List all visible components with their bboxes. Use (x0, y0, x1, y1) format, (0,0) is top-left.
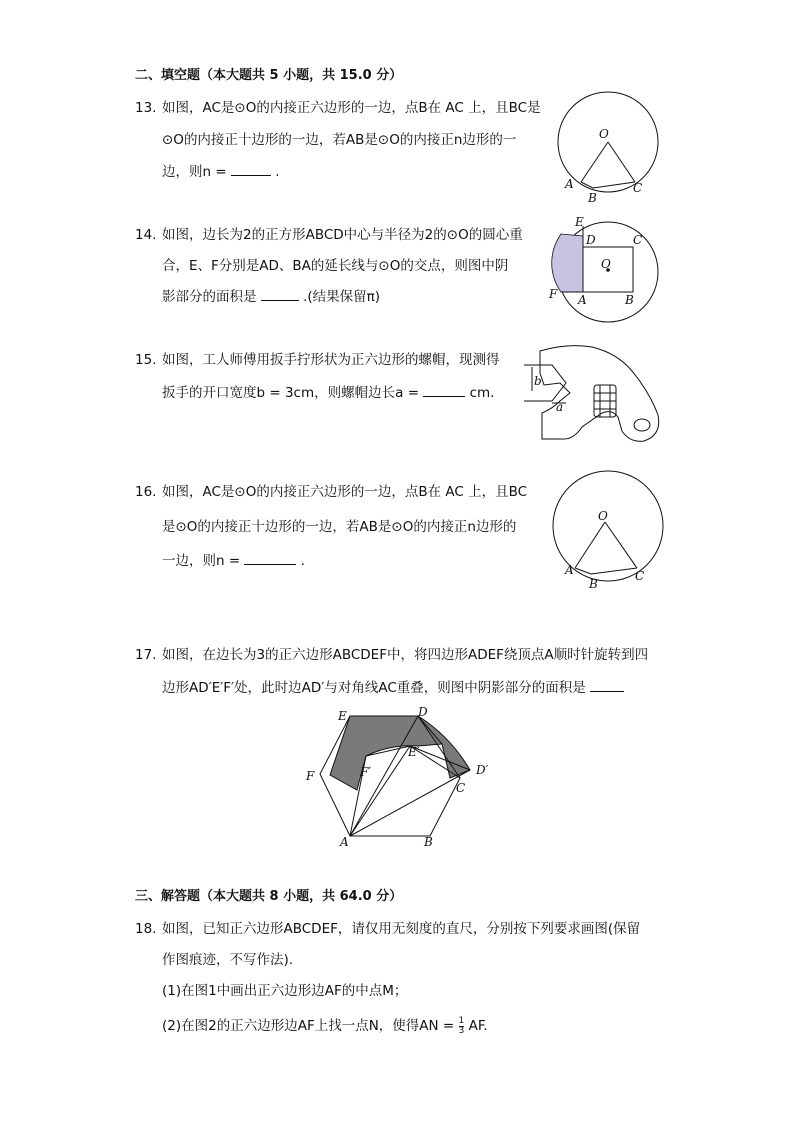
answer-blank[interactable] (423, 382, 465, 397)
question-text-line (162, 382, 494, 403)
fraction (459, 1017, 465, 1036)
question-text-line: 如图，AC是⊙O的内接正六边形的一边，点B在 AC 上，且BC (162, 484, 528, 500)
question-text-line: 作图痕迹，不写作法). (162, 952, 294, 968)
q16-circle-figure (553, 470, 668, 595)
question-text-line: 如图，AC是⊙O的内接正六边形的一边，点B在 AC 上，且BC是 (162, 100, 541, 116)
question-text-line (162, 286, 380, 307)
label-A: A (340, 835, 349, 849)
question-text-line: 如图，在边长为3的正六边形ABCDEF中，将四边形ADEF绕顶点A顺时针旋转到四 (162, 647, 649, 663)
label-O: O (599, 127, 609, 141)
answer-blank[interactable] (231, 161, 271, 176)
sub-question-2 (162, 1016, 488, 1036)
fraction-numerator: 1 (458, 1015, 465, 1026)
answer-blank[interactable] (590, 677, 624, 692)
label-C: C (456, 781, 466, 795)
question-text-line (162, 161, 280, 182)
label-D: D (586, 233, 596, 247)
label-F: F (306, 769, 315, 783)
question-number: 13. (135, 100, 157, 116)
question-text: cm. (469, 385, 495, 401)
question-text-line: 如图，已知正六边形ABCDEF，请仅用无刻度的直尺，分别按下列要求画图(保留 (162, 921, 641, 937)
section-2-title: 二、填空题（本大题共 5 小题，共 15.0 分） (135, 68, 403, 83)
question-number: 16. (135, 484, 157, 500)
question-text-line (162, 677, 624, 698)
q15-wrench-figure (522, 343, 662, 443)
label-E: E (338, 709, 347, 723)
label-A: A (578, 293, 587, 307)
label-E: E (575, 215, 584, 229)
question-number: 15. (135, 352, 157, 368)
label-O: O (601, 257, 611, 271)
question-text: . (300, 553, 306, 569)
question-text-line: 如图，边长为2的正方形ABCD中心与半径为2的⊙O的圆心重 (162, 227, 523, 243)
question-text: AF. (468, 1018, 488, 1034)
label-B: B (588, 191, 597, 205)
question-text: (2)在图2的正六边形边AF上找一点N，使得AN = (162, 1018, 455, 1034)
question-text: 影部分的面积是 (162, 289, 257, 305)
question-text: 边，则n = (162, 164, 227, 180)
label-b: b (534, 374, 542, 388)
label-O: O (598, 509, 608, 523)
question-text: .(结果保留π) (303, 289, 381, 305)
question-number: 18. (135, 921, 157, 937)
label-B: B (625, 293, 634, 307)
label-F-prime: F′ (360, 765, 372, 779)
question-text-line (162, 550, 305, 571)
label-C: C (633, 181, 643, 195)
question-text: 边形AD′E′F′处，此时边AD′与对角线AC重叠，则图中阴影部分的面积是 (162, 680, 586, 696)
label-D-prime: D′ (476, 763, 489, 777)
question-text: 扳手的开口宽度b = 3cm，则螺帽边长a = (162, 385, 420, 401)
question-text: 一边，则n = (162, 553, 241, 569)
label-F: F (549, 287, 558, 301)
answer-blank[interactable] (244, 550, 296, 565)
label-a: a (556, 400, 564, 414)
label-C: C (633, 233, 643, 247)
question-text-line: 如图，工人师傅用扳手拧形状为正六边形的螺帽，现测得 (162, 352, 500, 368)
label-D: D (418, 705, 428, 719)
fraction-denominator: 3 (458, 1025, 465, 1036)
question-number: 17. (135, 647, 157, 663)
question-text: . (275, 164, 280, 180)
q14-square-circle-figure (545, 214, 660, 324)
question-number: 14. (135, 227, 157, 243)
label-A: A (565, 177, 574, 191)
answer-blank[interactable] (261, 286, 299, 301)
question-text-line: 是⊙O的内接正十边形的一边，若AB是⊙O的内接正n边形的 (162, 519, 517, 535)
question-text-line: 合，E、F分别是AD、BA的延长线与⊙O的交点，则图中阴 (162, 258, 509, 274)
q13-circle-figure (553, 92, 663, 207)
label-B: B (424, 835, 433, 849)
section-3-title: 三、解答题（本大题共 8 小题，共 64.0 分） (135, 889, 403, 904)
label-E-prime: E′ (408, 745, 420, 759)
label-C: C (635, 569, 645, 583)
q17-hexagon-figure (300, 700, 500, 850)
label-B: B (589, 577, 598, 591)
sub-question-1: (1)在图1中画出正六边形边AF的中点M； (162, 983, 408, 999)
label-A: A (565, 563, 574, 577)
question-text-line: ⊙O的内接正十边形的一边，若AB是⊙O的内接正n边形的一 (162, 132, 517, 148)
